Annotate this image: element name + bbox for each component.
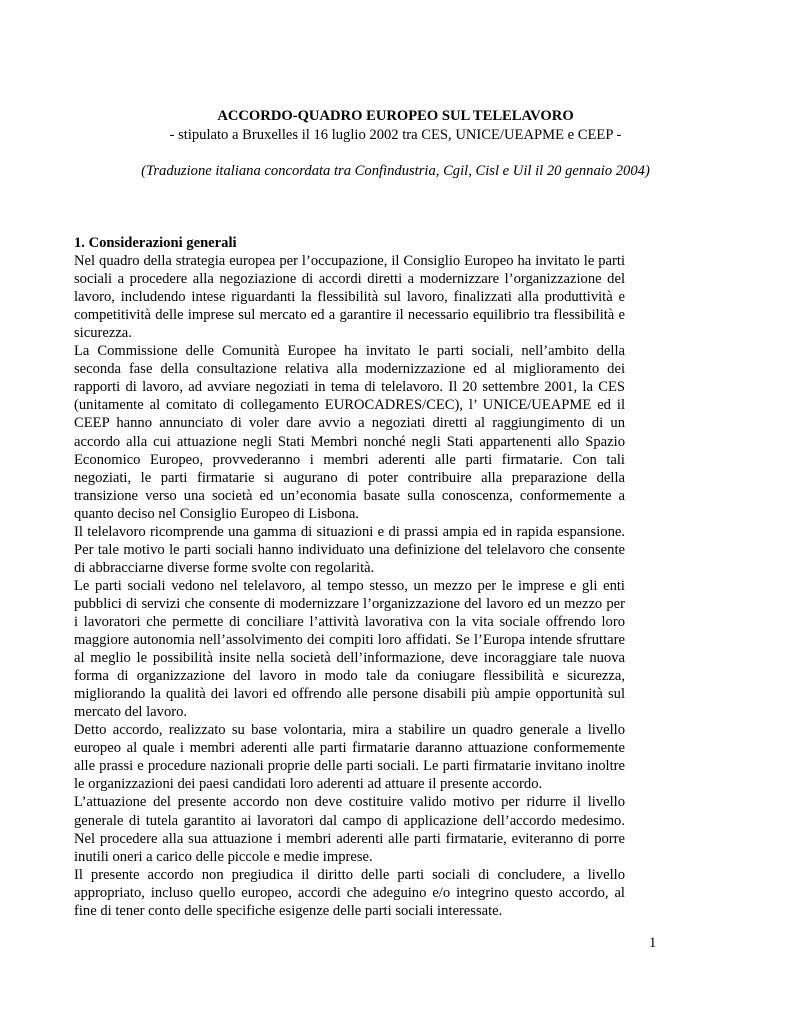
page-number: 1 <box>649 935 657 951</box>
document-title: ACCORDO-QUADRO EUROPEO SUL TELELAVORO <box>217 108 574 124</box>
paragraph: La Commissione delle Comunità Europee ha invitato le parti sociali, nell’ambito della seconda fase della consultazione relativa alla modernizzazione ed al miglioramento dei rapporti di lavoro, ad avviare negoziati in tema di telelavoro. Il 20 settembre 2001, la CES (unitamente al comitato di collegamento EUROCADRES/CEC), l’ UNICE/UEAPME ed il CEEP hanno annunciato di voler dare avvio a negoziati diretti al raggiungimento di un accordo alla cui attuazione negli Stati Membri nonché negli Stati appartenenti allo Spazio Economico Europeo, provvederanno i membri aderenti alle parti firmatarie. Con tali negoziati, le parti firmatarie si augurano di poter contribuire alla preparazione della transizione verso una società ed un’economia basate sulla conoscenza, conformemente a quanto deciso nel Consiglio Europeo di Lisbona. <box>74 343 625 522</box>
section-body <box>74 234 625 920</box>
section-heading: 1. Considerazioni generali <box>74 235 237 251</box>
paragraph: Il presente accordo non pregiudica il diritto delle parti sociali di concludere, a livello appropriato, incluso quello europeo, accordi che adeguino e/o integrino questo accordo, al fine di tener conto delle specifiche esigenze delle parti sociali interessate. <box>74 866 625 919</box>
translation-note: (Traduzione italiana concordata tra Confindustria, Cgil, Cisl e Uil il 20 gennaio 2004) <box>141 163 650 179</box>
paragraph: Detto accordo, realizzato su base volontaria, mira a stabilire un quadro generale a livello europeo al quale i membri aderenti alle parti firmatarie daranno attuazione conformemente alle prassi e procedure nazionali proprie delle parti sociali. Le parti firmatarie invitano inoltre le organizzazioni dei paesi candidati loro aderenti ad attuare il presente accordo. <box>74 722 625 793</box>
paragraph: L’attuazione del presente accordo non deve costituire valido motivo per ridurre il livello generale di tutela garantito ai lavoratori dal campo di applicazione dell’accordo medesimo. Nel procedere alla sua attuazione i membri aderenti alle parti firmatarie, eviteranno di porre inutili oneri a carico delle piccole e medie imprese. <box>74 794 625 865</box>
paragraph: Nel quadro della strategia europea per l’occupazione, il Consiglio Europeo ha invitato le parti sociali a procedere alla negoziazione di accordi diretti a modernizzare l’organizzazione del lavoro, includendo intese riguardanti la flessibilità sul lavoro, finalizzati alla produttività e competitività delle imprese sul mercato ed a garantire il necessario equilibrio tra flessibilità e sicurezza. <box>74 253 625 342</box>
document-subtitle: - stipulato a Bruxelles il 16 luglio 2002 tra CES, UNICE/UEAPME e CEEP - <box>169 127 622 143</box>
paragraph: Le parti sociali vedono nel telelavoro, al tempo stesso, un mezzo per le imprese e gli enti pubblici di servizi che consente di modernizzare l’organizzazione del lavoro ed un mezzo per i lavoratori che permette di conciliare l’attività lavorativa con la vita sociale offrendo loro maggiore autonomia nell’assolvimento dei compiti loro affidati. Se l’Europa intende sfruttare al meglio le possibilità insite nella società dell’informazione, deve incoraggiare tale nuova forma di organizzazione del lavoro in modo tale da coniugare flessibilità e sicurezza, migliorando la qualità dei lavori ed offrendo alle persone disabili più ampie opportunità sul mercato del lavoro. <box>74 577 625 721</box>
paragraph: Il telelavoro ricomprende una gamma di situazioni e di prassi ampia ed in rapida espansione. Per tale motivo le parti sociali hanno individuato una definizione del telelavoro che consente di abbracciarne diverse forme svolte con regolarità. <box>74 523 625 576</box>
